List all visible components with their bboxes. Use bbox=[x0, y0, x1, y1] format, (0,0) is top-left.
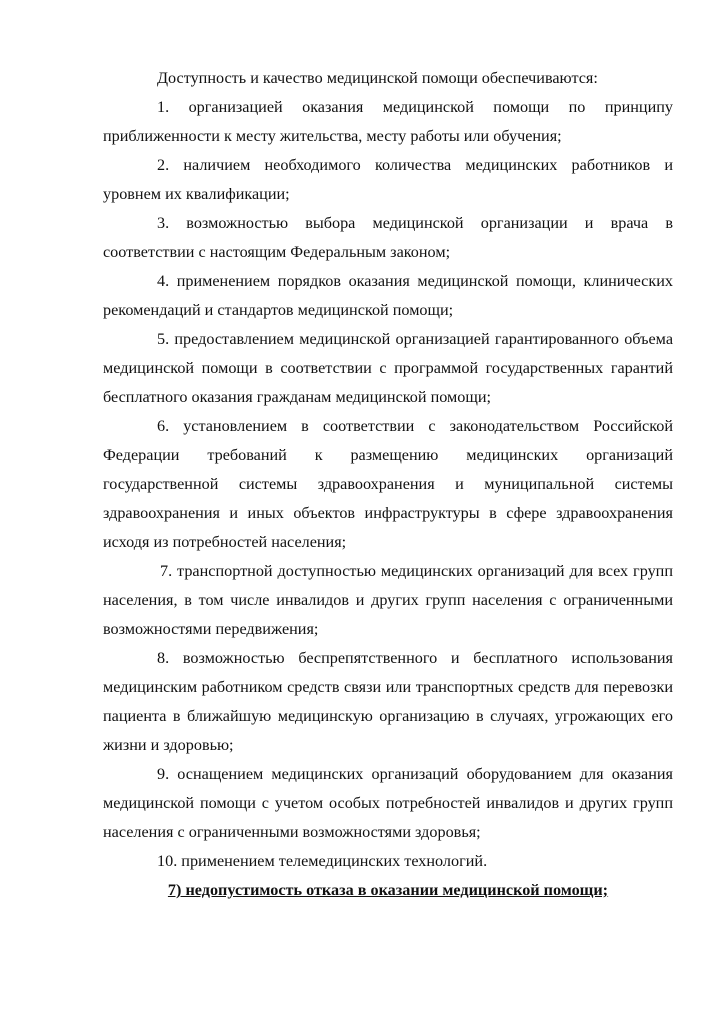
list-item-5: 5. предоставлением медицинской организацией гарантированного объема медицинской помощи в соответствии с программой государственных гарантий бесплатного оказания гражданам медицинской помощи; bbox=[103, 330, 673, 406]
section-heading: 7) недопустимость отказа в оказании медицинской помощи; bbox=[167, 881, 609, 899]
list-item-1: 1. организацией оказания медицинской помощи по принципу приближенности к месту жительства, месту работы или обучения; bbox=[103, 98, 673, 145]
list-item-2: 2. наличием необходимого количества медицинских работников и уровнем их квалификации; bbox=[103, 156, 673, 203]
list-item-7: 7. транспортной доступностью медицинских организаций для всех групп населения, в том числе инвалидов и других групп населения с ограниченными возможностями передвижения; bbox=[103, 562, 673, 638]
list-item-6: 6. установлением в соответствии с законодательством Российской Федерации требований к размещению медицинских организаций государственной системы здравоохранения и муниципальной системы здравоохранения и иных объектов инфраструктуры в сфере здравоохранения исходя из потребностей населения; bbox=[103, 417, 673, 551]
list-item-4: 4. применением порядков оказания медицинской помощи, клинических рекомендаций и стандартов медицинской помощи; bbox=[103, 272, 673, 319]
intro-paragraph: Доступность и качество медицинской помощи обеспечиваются: bbox=[157, 69, 598, 87]
list-item-10: 10. применением телемедицинских технологий. bbox=[157, 852, 488, 870]
list-item-9: 9. оснащением медицинских организаций оборудованием для оказания медицинской помощи с учетом особых потребностей инвалидов и других групп населения с ограниченными возможностями здоровья; bbox=[103, 765, 673, 841]
list-item-8: 8. возможностью беспрепятственного и бесплатного использования медицинским работником средств связи или транспортных средств для перевозки пациента в ближайшую медицинскую организацию в случаях, угрожающих его жизни и здоровью; bbox=[103, 649, 673, 754]
document-body bbox=[103, 64, 673, 905]
list-item-3: 3. возможностью выбора медицинской организации и врача в соответствии с настоящим Федеральным законом; bbox=[103, 214, 673, 261]
